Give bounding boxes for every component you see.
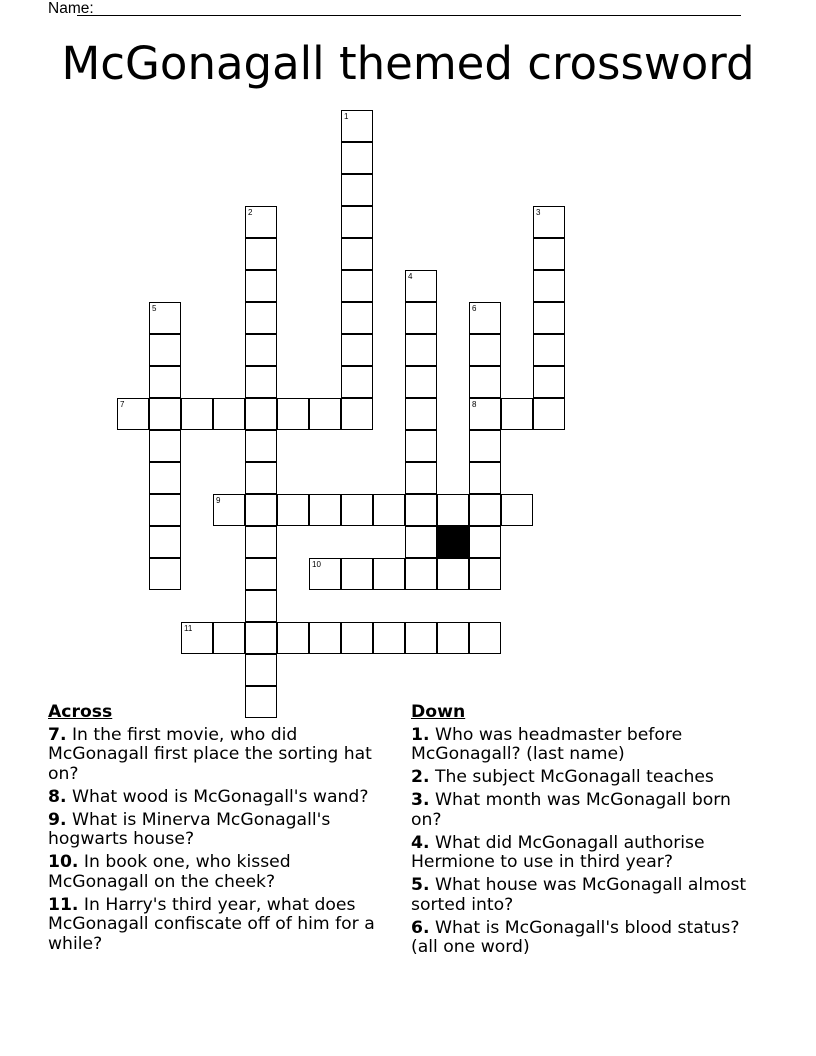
- grid-cell[interactable]: [405, 334, 437, 366]
- grid-cell[interactable]: [341, 174, 373, 206]
- grid-cell[interactable]: [309, 622, 341, 654]
- grid-cell[interactable]: [117, 398, 149, 430]
- down-heading: Down: [411, 702, 466, 722]
- clue-text: What house was McGonagall almost sorted into?: [411, 875, 747, 915]
- clue-number-label: 6: [472, 304, 477, 313]
- grid-cell[interactable]: [245, 206, 277, 238]
- grid-cell[interactable]: [341, 398, 373, 430]
- grid-cell[interactable]: [277, 398, 309, 430]
- across-clue: [48, 853, 396, 892]
- grid-cell[interactable]: [309, 398, 341, 430]
- grid-cell[interactable]: [373, 558, 405, 590]
- clue-number-label: 2: [248, 208, 253, 217]
- grid-cell[interactable]: [149, 494, 181, 526]
- clue-number: 2.: [411, 767, 430, 787]
- down-clue: [411, 726, 751, 765]
- grid-cell[interactable]: [341, 366, 373, 398]
- clue-number-label: 9: [216, 496, 221, 505]
- clue-number-label: 7: [120, 400, 125, 409]
- down-clues: [411, 703, 751, 961]
- grid-cell[interactable]: [245, 366, 277, 398]
- name-field-line[interactable]: [77, 15, 741, 16]
- clue-text: The subject McGonagall teaches: [434, 767, 714, 787]
- across-clue: [48, 811, 396, 850]
- grid-cell[interactable]: [245, 302, 277, 334]
- grid-cell[interactable]: [405, 398, 437, 430]
- grid-cell[interactable]: [149, 302, 181, 334]
- grid-cell[interactable]: [341, 142, 373, 174]
- grid-cell[interactable]: [213, 622, 245, 654]
- clue-text: What month was McGonagall born on?: [411, 790, 731, 830]
- grid-cell[interactable]: [341, 558, 373, 590]
- grid-cell[interactable]: [245, 590, 277, 622]
- clue-number-label: 5: [152, 304, 157, 313]
- clue-text: In book one, who kissed McGonagall on the cheek?: [48, 852, 291, 892]
- grid-cell[interactable]: [405, 302, 437, 334]
- grid-cell[interactable]: [341, 622, 373, 654]
- down-clue: [411, 791, 751, 830]
- clue-number: 9.: [48, 809, 67, 830]
- grid-cell[interactable]: [437, 558, 469, 590]
- grid-cell[interactable]: [149, 558, 181, 590]
- grid-cell[interactable]: [405, 430, 437, 462]
- clue-number: 10.: [48, 852, 79, 872]
- grid-cell[interactable]: [277, 494, 309, 526]
- clue-number: 7.: [48, 724, 67, 745]
- clue-number-label: 11: [184, 624, 193, 633]
- grid-cell[interactable]: [469, 622, 501, 654]
- grid-cell[interactable]: [341, 238, 373, 270]
- grid-cell[interactable]: [533, 334, 565, 366]
- across-clues: [48, 703, 396, 958]
- grid-cell[interactable]: [245, 654, 277, 686]
- grid-cell[interactable]: [181, 622, 213, 654]
- grid-cell[interactable]: [469, 302, 501, 334]
- grid-cell[interactable]: [405, 494, 437, 526]
- clue-number-label: 4: [408, 272, 413, 281]
- clue-number: 1.: [411, 724, 430, 745]
- page-title: McGonagall themed crossword: [61, 37, 755, 90]
- clue-number-label: 1: [344, 112, 349, 121]
- grid-cell[interactable]: [373, 494, 405, 526]
- clue-text: What did McGonagall authorise Hermione to use in third year?: [411, 832, 705, 872]
- clue-number: 11.: [48, 894, 79, 915]
- grid-cell[interactable]: [533, 270, 565, 302]
- grid-cell[interactable]: [405, 270, 437, 302]
- grid-cell[interactable]: [149, 366, 181, 398]
- down-clue: [411, 768, 751, 788]
- clue-text: In the first movie, who did McGonagall first place the sorting hat on?: [48, 724, 372, 784]
- shaded-cell: [437, 526, 469, 558]
- clue-text: Who was headmaster before McGonagall? (last name): [411, 724, 683, 764]
- down-clue: [411, 919, 751, 958]
- grid-cell[interactable]: [341, 494, 373, 526]
- grid-cell[interactable]: [469, 526, 501, 558]
- grid-cell[interactable]: [181, 398, 213, 430]
- grid-cell[interactable]: [277, 622, 309, 654]
- grid-cell[interactable]: [405, 558, 437, 590]
- grid-cell[interactable]: [533, 366, 565, 398]
- grid-cell[interactable]: [149, 334, 181, 366]
- grid-cell[interactable]: [405, 366, 437, 398]
- grid-cell[interactable]: [405, 462, 437, 494]
- grid-cell[interactable]: [309, 494, 341, 526]
- clue-text: In Harry's third year, what does McGonagall confiscate off of him for a while?: [48, 894, 375, 954]
- grid-cell[interactable]: [533, 238, 565, 270]
- grid-cell[interactable]: [149, 526, 181, 558]
- grid-cell[interactable]: [469, 366, 501, 398]
- grid-cell[interactable]: [245, 526, 277, 558]
- grid-cell[interactable]: [149, 430, 181, 462]
- grid-cell[interactable]: [245, 558, 277, 590]
- grid-cell[interactable]: [437, 622, 469, 654]
- clue-text: What is Minerva McGonagall's hogwarts house?: [48, 809, 331, 849]
- grid-cell[interactable]: [373, 622, 405, 654]
- down-clue: [411, 876, 751, 915]
- grid-cell[interactable]: [245, 238, 277, 270]
- grid-cell[interactable]: [469, 430, 501, 462]
- clue-number-label: 8: [472, 400, 477, 409]
- grid-cell[interactable]: [405, 622, 437, 654]
- grid-cell[interactable]: [501, 494, 533, 526]
- grid-cell[interactable]: [469, 398, 501, 430]
- clue-number-label: 10: [312, 560, 321, 569]
- across-heading: Across: [48, 702, 113, 722]
- grid-cell[interactable]: [533, 398, 565, 430]
- clue-number: 3.: [411, 790, 430, 810]
- grid-cell[interactable]: [245, 334, 277, 366]
- grid-cell[interactable]: [469, 494, 501, 526]
- grid-cell[interactable]: [341, 302, 373, 334]
- clue-number: 4.: [411, 832, 430, 853]
- clue-number-label: 3: [536, 208, 541, 217]
- clue-text: What wood is McGonagall's wand?: [71, 786, 369, 807]
- down-clue: [411, 834, 751, 873]
- grid-cell[interactable]: [245, 622, 277, 654]
- grid-cell[interactable]: [341, 110, 373, 142]
- grid-cell[interactable]: [149, 462, 181, 494]
- grid-cell[interactable]: [405, 526, 437, 558]
- grid-cell[interactable]: [533, 302, 565, 334]
- across-clue: [48, 896, 396, 955]
- clue-number: 5.: [411, 875, 430, 895]
- grid-cell[interactable]: [469, 462, 501, 494]
- grid-cell[interactable]: [245, 462, 277, 494]
- grid-cell[interactable]: [533, 206, 565, 238]
- grid-cell[interactable]: [213, 398, 245, 430]
- grid-cell[interactable]: [469, 558, 501, 590]
- across-clue: [48, 788, 396, 808]
- clue-number: 6.: [411, 917, 430, 938]
- grid-cell[interactable]: [469, 334, 501, 366]
- grid-cell[interactable]: [149, 398, 181, 430]
- grid-cell[interactable]: [245, 398, 277, 430]
- clue-number: 8.: [48, 786, 67, 807]
- grid-cell[interactable]: [309, 558, 341, 590]
- grid-cell[interactable]: [341, 334, 373, 366]
- grid-cell[interactable]: [245, 430, 277, 462]
- across-clue: [48, 726, 396, 785]
- name-label: Name:: [48, 0, 94, 17]
- grid-cell[interactable]: [341, 206, 373, 238]
- grid-cell[interactable]: [213, 494, 245, 526]
- grid-cell[interactable]: [245, 494, 277, 526]
- clue-text: What is McGonagall's blood status? (all one word): [411, 917, 740, 957]
- grid-cell[interactable]: [341, 270, 373, 302]
- grid-cell[interactable]: [245, 270, 277, 302]
- grid-cell[interactable]: [437, 494, 469, 526]
- grid-cell[interactable]: [501, 398, 533, 430]
